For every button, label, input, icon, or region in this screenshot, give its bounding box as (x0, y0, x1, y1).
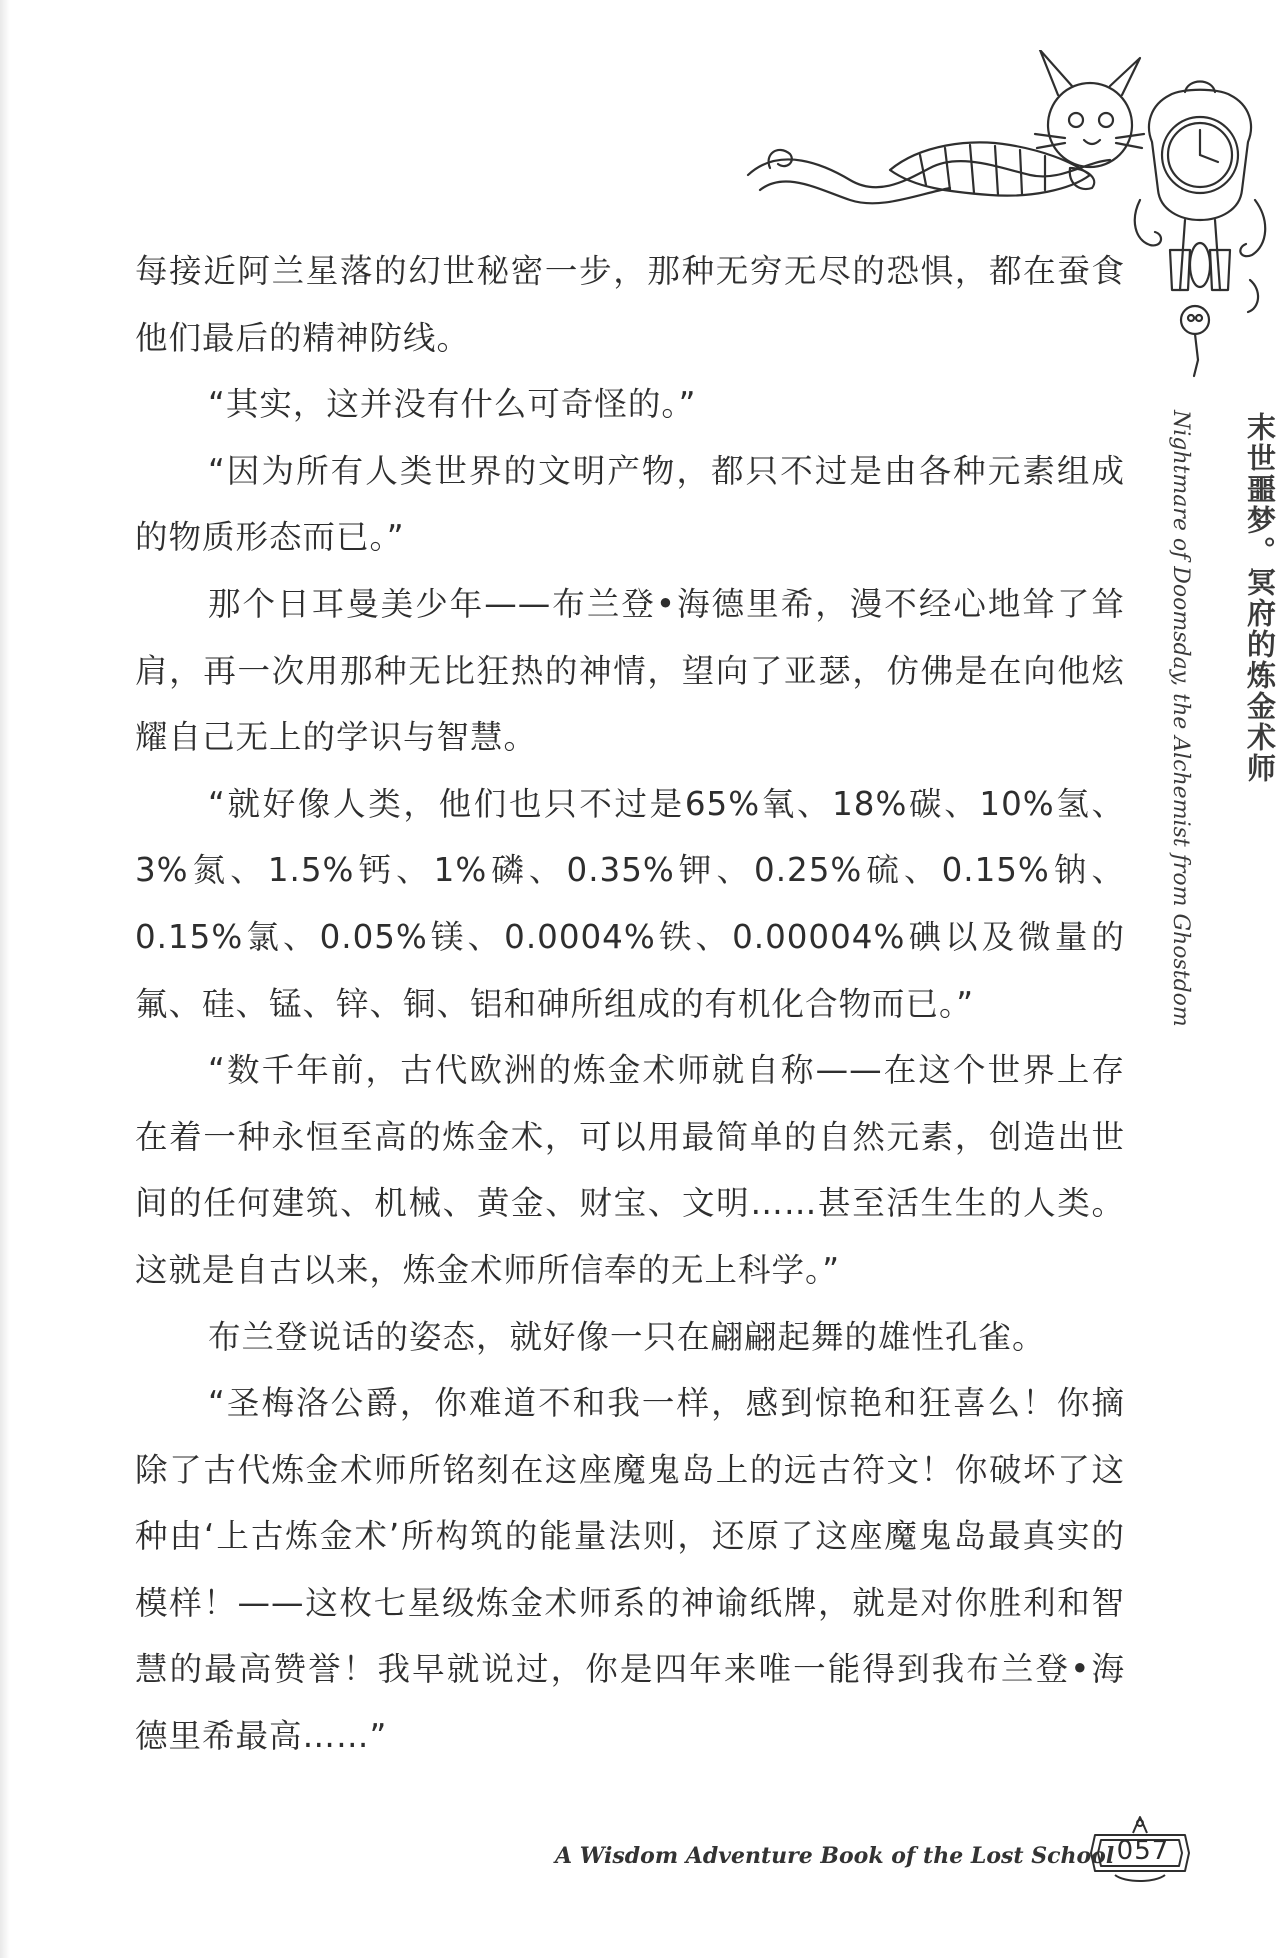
paragraph: 布兰登说话的姿态，就好像一只在翩翩起舞的雄性孔雀。 (208, 1317, 1046, 1356)
paragraph: “因为所有人类世界的文明产物，都只不过是由各种元素组成的物质形态而已。” (135, 451, 1125, 557)
paragraph: “就好像人类，他们也只不过是65%氧、18%碳、10%氢、3%氮、1.5%钙、1%磷、0.35%钾、0.25%硫、0.15%钠、0.15%氯、0.05%镁、0.0004%铁、0.00004%碘以及微量的氟、硅、锰、锌、铜、铝和砷所组成的有机化合物而已。” (135, 784, 1125, 1023)
paragraph: 那个日耳曼美少年——布兰登•海德里希，漫不经心地耸了耸肩，再一次用那种无比狂热的神情，望向了亚瑟，仿佛是在向他炫耀自己无上的学识与智慧。 (135, 584, 1125, 757)
book-subtitle-vertical: Nightmare of Doomsday, the Alchemist from Ghostdom (1168, 410, 1193, 1027)
page-edge (0, 0, 10, 1958)
page-number: 057 (1116, 1836, 1170, 1866)
body-text (135, 238, 1125, 1770)
paragraph: 每接近阿兰星落的幻世秘密一步，那种无穷无尽的恐惧，都在蚕食他们最后的精神防线。 (135, 252, 1125, 357)
book-title-vertical: 末世噩梦。冥府的炼金术师 (1243, 412, 1277, 784)
series-footer: A Wisdom Adventure Book of the Lost School (555, 1843, 1115, 1869)
paragraph: “圣梅洛公爵，你难道不和我一样，感到惊艳和狂喜么！你摘除了古代炼金术师所铭刻在这座魔鬼岛上的远古符文！你破坏了这种由‘上古炼金术’所构筑的能量法则，还原了这座魔鬼岛最真实的模样！——这枚七星级炼金术师系的神谕纸牌，就是对你胜利和智慧的最高赞誉！我早就说过，你是四年来唯一能得到我布兰登•海德里希最高……” (135, 1384, 1125, 1756)
paragraph: “数千年前，古代欧洲的炼金术师就自称——在这个世界上存在着一种永恒至高的炼金术，可以用最简单的自然元素，创造出世间的任何建筑、机械、黄金、财宝、文明……甚至活生生的人类。这就是自古以来，炼金术师所信奉的无上科学。” (135, 1051, 1125, 1289)
paragraph: “其实，这并没有什么可奇怪的。” (208, 385, 697, 424)
